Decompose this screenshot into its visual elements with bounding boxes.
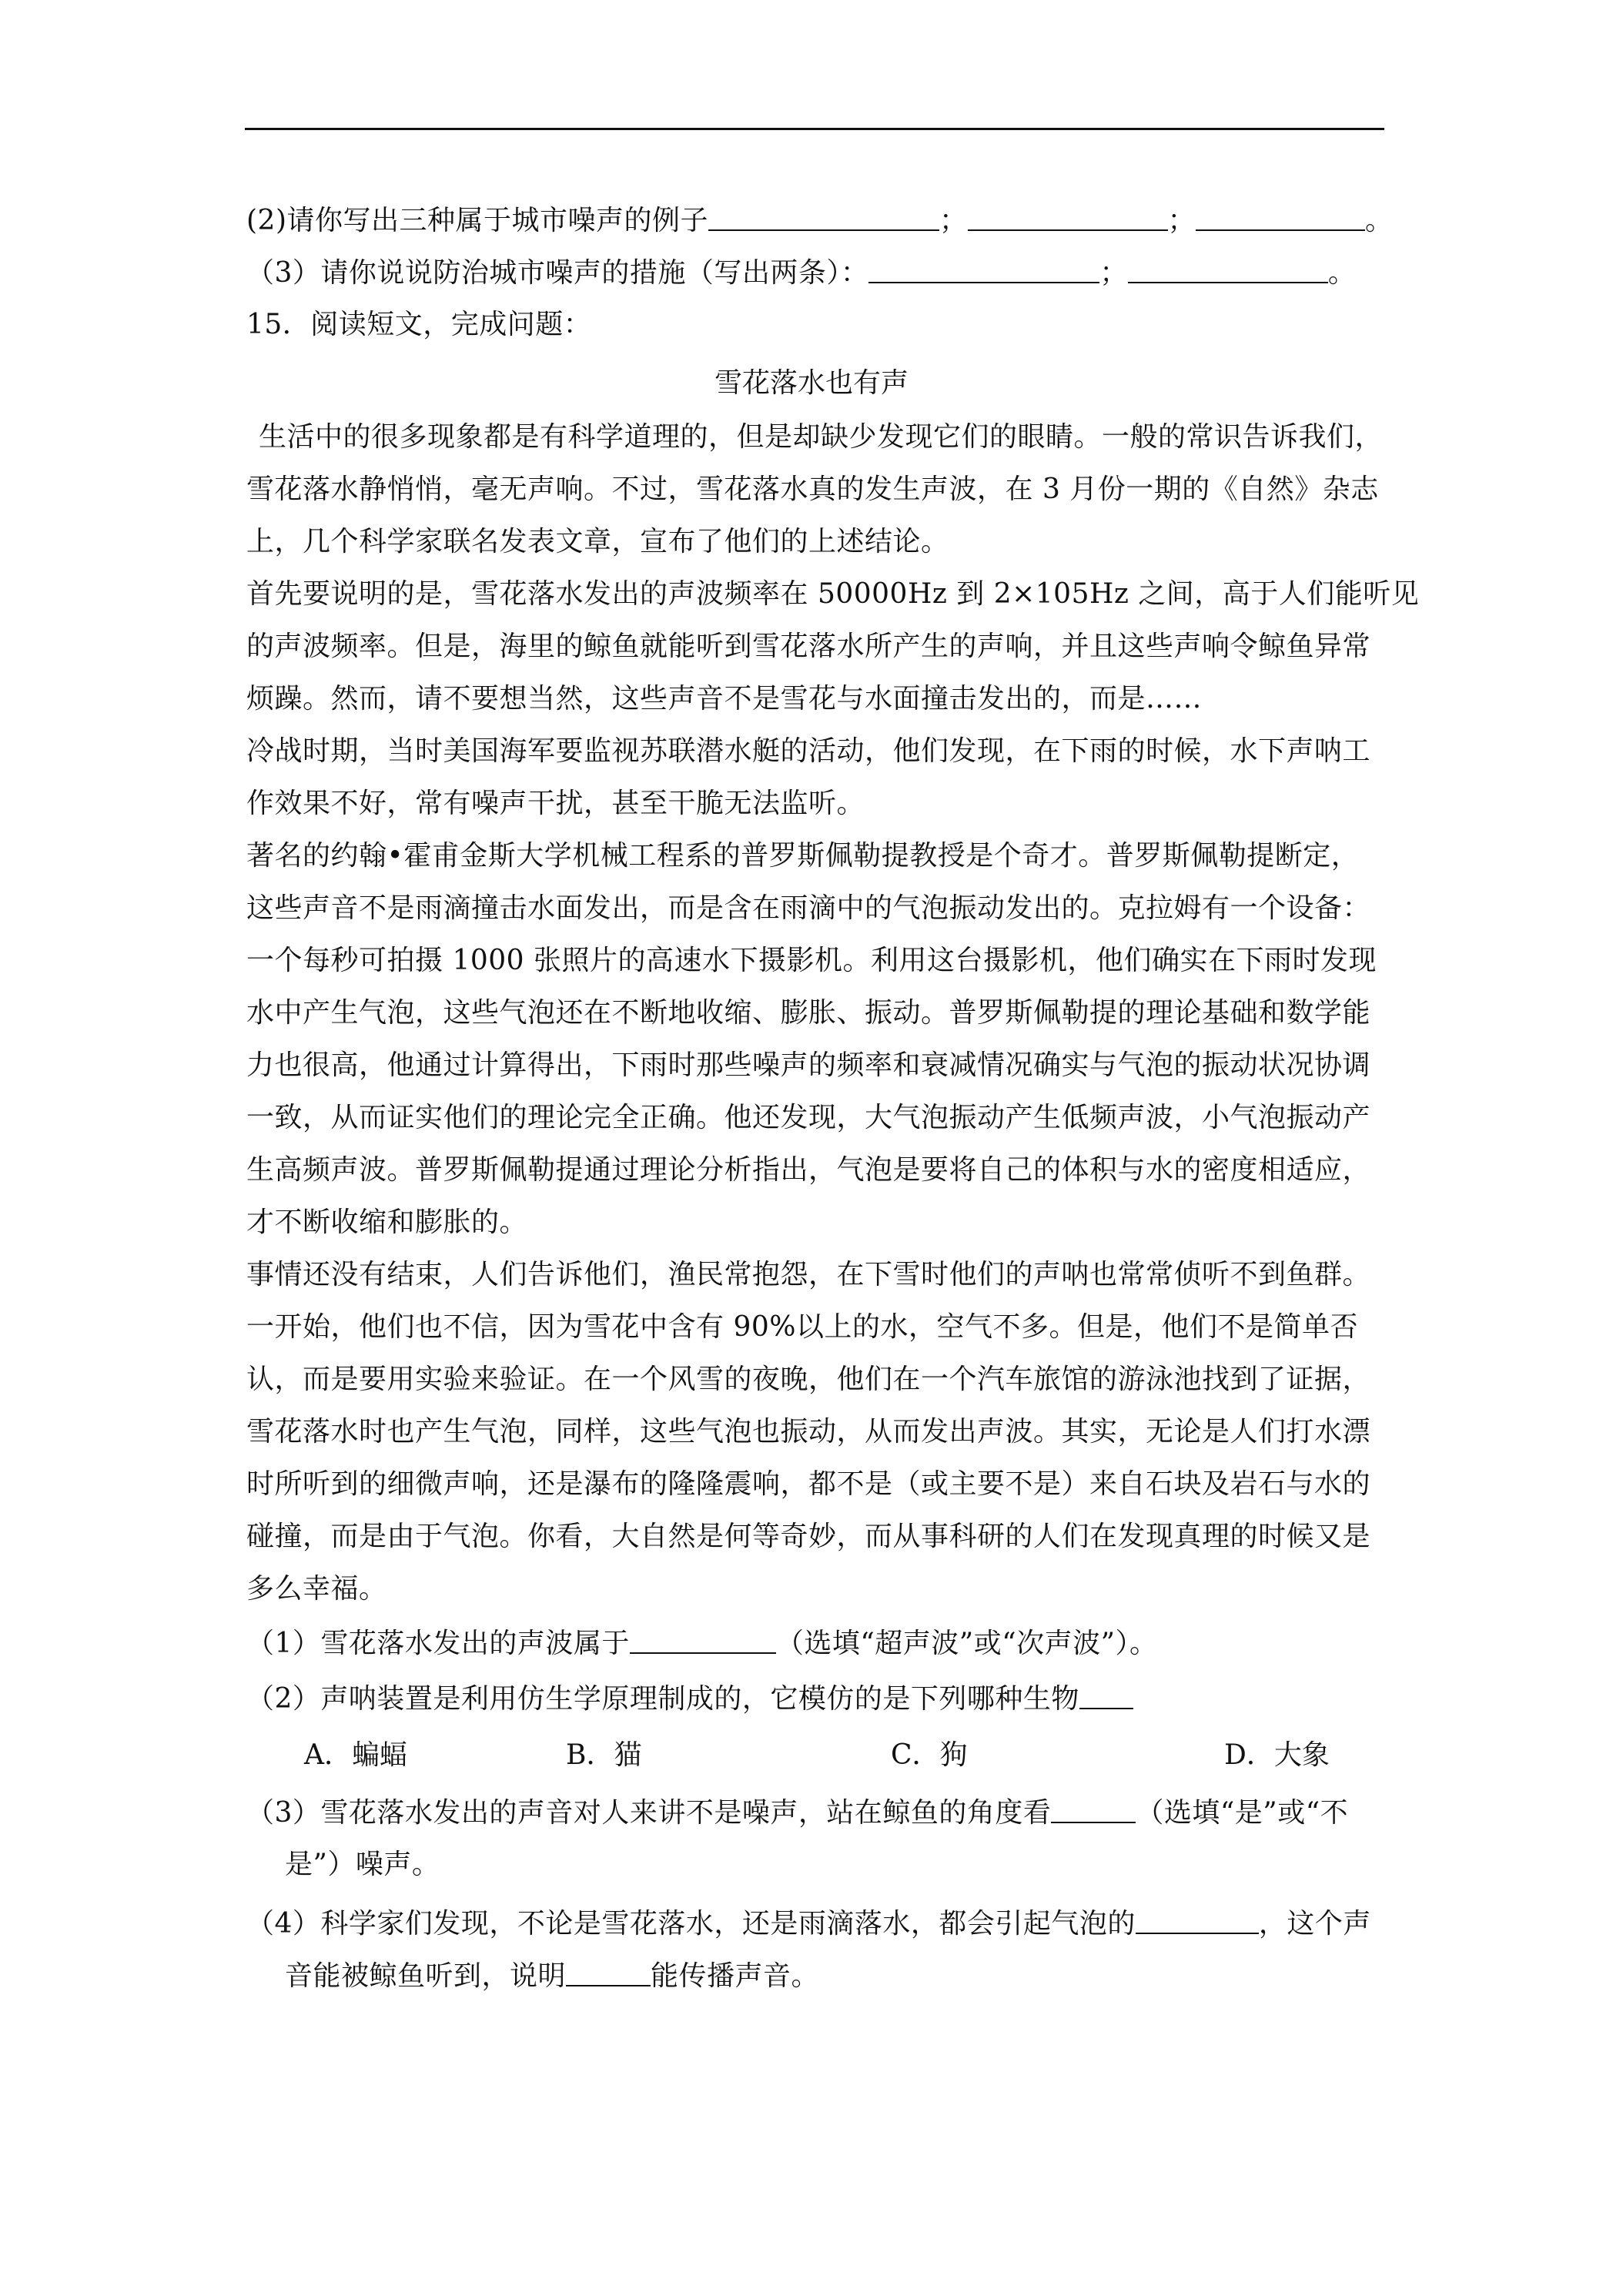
option-b[interactable]: B．猫 [566, 1739, 642, 1771]
subquestion-4: （4）科学家们发现，不论是雪花落水，还是雨滴落水，都会引起气泡的 ，这个声 [246, 1905, 1371, 1943]
passage-line: 力也很高，他通过计算得出，下雨时那些噪声的频率和衰减情况确实与气泡的振动状况协调 [246, 1049, 1371, 1081]
subquestion-1: （1）雪花落水发出的声波属于 （选填“超声波”或“次声波”）。 [246, 1625, 1158, 1662]
answer-blank[interactable] [1051, 1794, 1136, 1823]
answer-blank[interactable] [1136, 1905, 1259, 1934]
passage-line: 时所听到的细微声响，还是瀑布的隆隆震响，都不是（或主要不是）来自石块及岩石与水的 [246, 1468, 1371, 1500]
passage-line: 事情还没有结束，人们告诉他们，渔民常抱怨，在下雪时他们的声呐也常常侦听不到鱼群。 [246, 1259, 1371, 1290]
answer-blank[interactable] [708, 202, 939, 231]
option-a[interactable]: A．蝙蝠 [304, 1739, 407, 1771]
passage-line: 作效果不好，常有噪声干扰，甚至干脆无法监听。 [246, 788, 865, 819]
option-d[interactable]: D．大象 [1224, 1739, 1330, 1771]
passage-line: 著名的约翰•霍甫金斯大学机械工程系的普罗斯佩勒提教授是个奇才。普罗斯佩勒提断定， [246, 840, 1360, 872]
q14-part2: (2)请你写出三种属于城市噪声的例子 ； ； 。 [246, 202, 1394, 239]
option-c[interactable]: C．狗 [891, 1739, 968, 1771]
header-rule [245, 128, 1384, 130]
answer-blank[interactable] [868, 254, 1099, 283]
passage-line: 首先要说明的是，雪花落水发出的声波频率在 50000Hz 到 2×105Hz 之间，高于人们能听见 [246, 578, 1420, 610]
answer-blank[interactable] [1196, 202, 1365, 231]
passage-line: 烦躁。然而，请不要想当然，这些声音不是雪花与水面撞击发出的，而是…… [246, 683, 1203, 715]
subquestion-2: （2）声呐装置是利用仿生学原理制成的，它模仿的是下列哪种生物 [246, 1680, 1133, 1718]
passage-line: 一个每秒可拍摄 1000 张照片的高速水下摄影机。利用这台摄影机，他们确实在下雨时发现 [246, 945, 1377, 976]
passage-line: 的声波频率。但是，海里的鲸鱼就能听到雪花落水所产生的声响，并且这些声响令鲸鱼异常 [246, 631, 1371, 662]
answer-blank[interactable] [630, 1625, 776, 1654]
subquestion-3-cont: 是”）噪声。 [285, 1849, 440, 1880]
q14-part3: （3）请你说说防治城市噪声的措施（写出两条）： ； 。 [246, 254, 1356, 292]
answer-blank[interactable] [566, 1957, 651, 1986]
passage-line: 上，几个科学家联名发表文章，宣布了他们的上述结论。 [246, 526, 949, 557]
passage-line: 碰撞，而是由于气泡。你看，大自然是何等奇妙，而从事科研的人们在发现真理的时候又是 [246, 1521, 1371, 1552]
passage-line: 一致，从而证实他们的理论完全正确。他还发现，大气泡振动产生低频声波，小气泡振动产 [246, 1102, 1371, 1133]
passage-title: 雪花落水也有声 [714, 367, 909, 399]
subquestion-4-cont: 音能被鲸鱼听到，说明 能传播声音。 [285, 1957, 819, 1995]
passage-line: 才不断收缩和膨胀的。 [246, 1207, 528, 1238]
passage-line: 认，而是要用实验来验证。在一个风雪的夜晚，他们在一个汽车旅馆的游泳池找到了证据， [246, 1364, 1371, 1395]
passage-line: 雪花落水时也产生气泡，同样，这些气泡也振动，从而发出声波。其实，无论是人们打水漂 [246, 1416, 1371, 1448]
passage-line: 多么幸福。 [246, 1573, 387, 1605]
subquestion-3: （3）雪花落水发出的声音对人来讲不是噪声，站在鲸鱼的角度看 （选填“是”或“不 [246, 1794, 1348, 1832]
answer-blank[interactable] [1079, 1680, 1133, 1709]
passage-line: 雪花落水静悄悄，毫无声响。不过，雪花落水真的发生声波，在 3 月份一期的《自然》杂志 [246, 474, 1379, 505]
passage-line: 生高频声波。普罗斯佩勒提通过理论分析指出，气泡是要将自己的体积与水的密度相适应， [246, 1154, 1371, 1186]
answer-blank[interactable] [968, 202, 1168, 231]
q15-heading: 15．阅读短文，完成问题： [246, 309, 592, 340]
passage-line: 一开始，他们也不信，因为雪花中含有 90%以上的水，空气不多。但是，他们不是简单否 [246, 1311, 1358, 1343]
passage-line: 生活中的很多现象都是有科学道理的，但是却缺少发现它们的眼睛。一般的常识告诉我们， [259, 421, 1384, 453]
passage-line: 水中产生气泡，这些气泡还在不断地收缩、膨胀、振动。普罗斯佩勒提的理论基础和数学能 [246, 997, 1371, 1029]
passage-line: 冷战时期，当时美国海军要监视苏联潜水艇的活动，他们发现，在下雨的时候，水下声呐工 [246, 735, 1371, 767]
passage-line: 这些声音不是雨滴撞击水面发出，而是含在雨滴中的气泡振动发出的。克拉姆有一个设备： [246, 892, 1371, 924]
answer-blank[interactable] [1128, 254, 1328, 283]
